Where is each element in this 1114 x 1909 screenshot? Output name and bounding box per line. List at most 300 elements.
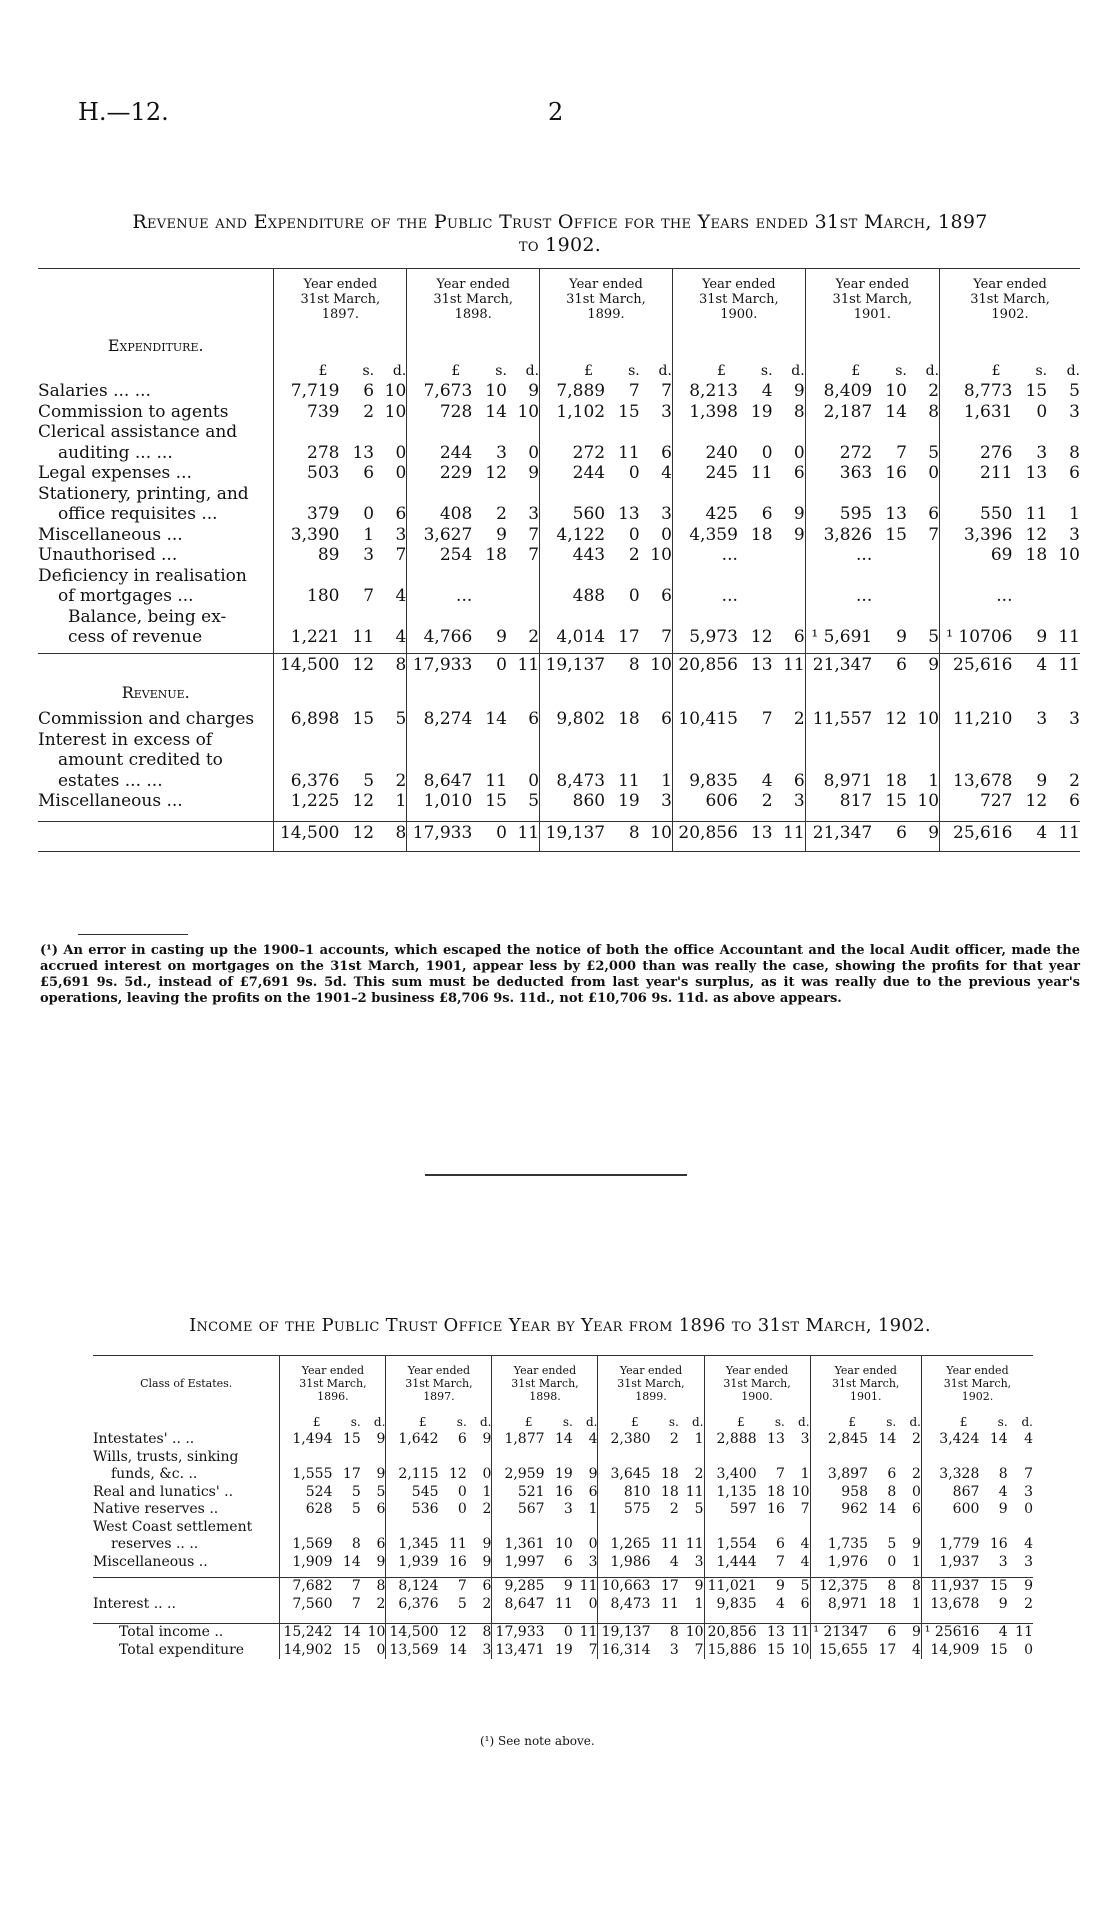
cell-shillings: 19 <box>554 1641 573 1658</box>
cell-pence <box>361 1448 386 1466</box>
cell-pence: 7 <box>928 524 940 545</box>
cell-pounds: 1,135 <box>704 1483 759 1501</box>
cell-shillings: 0 <box>474 654 507 675</box>
spacer-cell <box>874 843 907 852</box>
empty-cell <box>374 328 407 356</box>
cell-pence: 2 <box>912 1431 921 1447</box>
table1-title-line2: to 1902. <box>518 234 602 256</box>
cell-pounds: 14,500 <box>274 654 342 675</box>
cell-pence: 9 <box>376 1431 386 1447</box>
cell-pence: 5 <box>694 1501 704 1517</box>
total-income-label: Total income .. <box>93 1623 280 1641</box>
total-label <box>38 822 274 843</box>
cell-shillings <box>607 565 640 586</box>
cell-pounds <box>921 1518 981 1536</box>
cell-shillings: 9 <box>496 524 507 545</box>
spacer <box>38 843 274 852</box>
cell-shillings <box>874 729 907 750</box>
cell-shillings: 13 <box>885 504 907 524</box>
cell-shillings: 7 <box>363 586 375 606</box>
cell-pounds: 13,569 <box>386 1641 441 1659</box>
table1-title-line1: Revenue and Expenditure of the Public Trust Office for the Years ended 31st March, 1897 <box>132 211 988 233</box>
section-heading: Expenditure. <box>107 336 204 355</box>
cell-shillings: 6 <box>761 504 773 524</box>
cell-pounds: 2,115 <box>386 1466 441 1484</box>
cell-pence: 0 <box>1024 1641 1033 1658</box>
cell-pence: 10 <box>791 1483 810 1500</box>
cell-pounds: 8,647 <box>407 770 475 791</box>
cell-shillings: 4 <box>1014 654 1047 675</box>
unit-label: s. <box>1035 362 1048 379</box>
cell-shillings <box>874 586 907 607</box>
cell-pounds: 7,682 <box>280 1577 335 1595</box>
cell-pence: 0 <box>588 1595 598 1612</box>
cell-pence <box>773 565 806 586</box>
cell-pounds: 10,663 <box>598 1577 653 1595</box>
cell-pence: 11 <box>685 1483 704 1500</box>
cell-shillings <box>474 729 507 750</box>
spacer-cell <box>334 1613 360 1624</box>
cell-pounds: 962 <box>810 1501 870 1519</box>
empty-cell <box>507 328 540 356</box>
spacer-cell <box>341 843 374 852</box>
cell-pence: 10 <box>361 1623 386 1641</box>
unit-label: d. <box>479 1414 492 1429</box>
cell-pence: 4 <box>395 627 407 647</box>
cell-pence: 6 <box>661 442 672 463</box>
cell-pence: 5 <box>1069 381 1080 401</box>
cell-pence: 11 <box>573 1623 598 1641</box>
total-label <box>38 654 274 675</box>
year-header: Year ended 31st March, 1896. <box>280 1356 386 1410</box>
unit-label: s. <box>628 362 640 379</box>
cell-pounds: 229 <box>407 463 475 484</box>
cell-shillings: 1 <box>363 524 375 545</box>
row-label: Salaries ... ... <box>38 381 151 401</box>
spacer <box>93 1613 280 1624</box>
cell-shillings: 7 <box>896 442 907 463</box>
cell-shillings <box>1014 565 1047 586</box>
cell-shillings: 8 <box>607 822 640 843</box>
cell-pounds: 7,719 <box>274 381 342 402</box>
cell-pence <box>640 750 673 771</box>
cell-shillings: 15 <box>485 791 507 811</box>
cell-pounds: 2,959 <box>492 1466 547 1484</box>
cell-shillings: 12 <box>341 654 374 675</box>
cell-pounds: 3,897 <box>810 1466 870 1484</box>
cell-pence: 2 <box>482 1501 492 1517</box>
cell-pence: 3 <box>588 1553 598 1570</box>
cell-pence: 4 <box>912 1641 921 1658</box>
cell-pounds: 860 <box>540 791 608 812</box>
cell-pounds: 1,631 <box>940 401 1015 422</box>
cell-pounds: 17,933 <box>407 654 475 675</box>
empty-cell <box>607 328 640 356</box>
cell-shillings <box>740 422 773 443</box>
cell-shillings: 8 <box>998 1466 1008 1482</box>
cell-shillings: 7 <box>775 1466 785 1482</box>
unit-label: £ <box>672 356 740 381</box>
cell-pounds: ¹ 25616 <box>921 1623 981 1641</box>
cell-shillings: 9 <box>547 1577 573 1595</box>
cell-pounds: 3,424 <box>921 1431 981 1449</box>
cell-shillings: 14 <box>878 1431 897 1447</box>
cell-pence: 1 <box>395 791 407 811</box>
spacer-cell <box>492 1613 547 1624</box>
spacer-cell <box>547 1613 573 1624</box>
cell-pounds <box>940 565 1015 586</box>
cell-pence: 10 <box>1058 545 1080 565</box>
cell-pence <box>573 1518 598 1536</box>
cell-shillings <box>341 483 374 504</box>
cell-pounds: 254 <box>407 545 475 566</box>
cell-pounds: 13,678 <box>940 770 1015 791</box>
cell-pounds <box>940 606 1015 627</box>
row-label: estates ... ... <box>58 770 163 791</box>
cell-pounds: 3,328 <box>921 1466 981 1484</box>
cell-pence: 10 <box>917 709 940 729</box>
empty-cell <box>640 328 673 356</box>
cell-pence: 2 <box>528 627 540 647</box>
cell-pounds: 628 <box>280 1501 335 1519</box>
cell-shillings: 15 <box>1025 381 1048 401</box>
cell-shillings: 17 <box>653 1577 679 1595</box>
cell-pence <box>773 483 806 504</box>
interest-label: Interest .. .. <box>93 1595 176 1612</box>
cell-pence <box>374 729 407 750</box>
cell-pence: 11 <box>773 822 806 843</box>
cell-shillings: 12 <box>448 1466 467 1482</box>
cell-pence: 2 <box>395 770 407 791</box>
row-label: Balance, being ex- <box>68 606 227 627</box>
cell-shillings: 14 <box>342 1553 361 1570</box>
cell-pence: 9 <box>912 1536 921 1552</box>
cell-pence: 6 <box>467 1577 492 1595</box>
table1-title <box>40 211 1080 257</box>
cell-pounds <box>274 729 342 750</box>
row-label: Intestates' .. .. <box>93 1431 195 1447</box>
row-label: Miscellaneous .. <box>93 1553 208 1570</box>
cell-pence: 8 <box>467 1623 492 1641</box>
cell-pence: 11 <box>1058 627 1080 647</box>
cell-shillings: 12 <box>750 627 773 647</box>
cell-pence: 2 <box>376 1595 386 1612</box>
cell-shillings: 18 <box>618 709 640 729</box>
row-label: Deficiency in realisation <box>38 565 247 586</box>
cell-pence: 10 <box>917 791 940 811</box>
empty-cell <box>874 328 907 356</box>
cell-shillings: 11 <box>448 1536 467 1552</box>
cell-shillings <box>341 606 374 627</box>
cell-pounds: 19,137 <box>598 1623 653 1641</box>
cell-shillings: 4 <box>998 1483 1008 1500</box>
cell-pounds: 11,557 <box>805 709 874 730</box>
spacer-cell <box>407 811 475 822</box>
cell-shillings: 18 <box>885 770 907 791</box>
spacer-cell <box>467 1613 492 1624</box>
cell-shillings <box>870 1518 896 1536</box>
cell-shillings: 15 <box>767 1641 785 1658</box>
spacer <box>38 811 274 822</box>
cell-pounds: 8,409 <box>805 381 874 402</box>
cell-shillings: 18 <box>750 524 773 545</box>
spacer-cell <box>773 811 806 822</box>
cell-pence: 9 <box>482 1553 492 1570</box>
cell-pounds: 4,014 <box>540 627 608 648</box>
cell-shillings <box>870 1448 896 1466</box>
cell-shillings: 2 <box>761 791 773 811</box>
cell-shillings: 6 <box>775 1536 785 1552</box>
unit-label: d. <box>392 362 407 379</box>
cell-pounds: 17,933 <box>407 822 475 843</box>
cell-pounds: 1,494 <box>280 1431 335 1449</box>
cell-shillings <box>653 1448 679 1466</box>
cell-shillings <box>341 750 374 771</box>
cell-pounds: 10,415 <box>672 709 740 730</box>
row-label: Legal expenses ... <box>38 463 192 483</box>
unit-label: s. <box>997 1414 1008 1429</box>
cell-shillings: 0 <box>887 1553 897 1570</box>
cell-pounds: 278 <box>274 442 342 463</box>
cell-shillings <box>1014 483 1047 504</box>
cell-pounds: 8,971 <box>810 1595 870 1613</box>
cell-shillings: 5 <box>887 1536 897 1552</box>
unit-label: £ <box>407 356 475 381</box>
cell-pounds: 2,888 <box>704 1431 759 1449</box>
row-label: office requisites ... <box>58 504 218 524</box>
cell-pence: 3 <box>1069 709 1080 729</box>
cell-pounds: 3,645 <box>598 1466 653 1484</box>
empty-cell <box>474 328 507 356</box>
cell-pence: 9 <box>793 381 805 401</box>
spacer-cell <box>386 1613 441 1624</box>
cell-pounds <box>810 1448 870 1466</box>
cell-pounds: 1,909 <box>280 1553 335 1571</box>
unit-label: d. <box>585 1414 598 1429</box>
unit-label: £ <box>280 1409 335 1431</box>
cell-pounds: 3,390 <box>274 524 342 545</box>
cell-pounds: 272 <box>540 442 608 463</box>
cell-shillings <box>874 750 907 771</box>
cell-pence <box>374 483 407 504</box>
cell-shillings: 17 <box>342 1466 361 1482</box>
cell-shillings <box>653 1518 679 1536</box>
cell-shillings <box>441 1448 467 1466</box>
cell-pence: 0 <box>912 1483 921 1500</box>
cell-pounds <box>386 1518 441 1536</box>
cell-pence <box>896 1518 921 1536</box>
cell-shillings <box>341 422 374 443</box>
cell-pounds: 1,642 <box>386 1431 441 1449</box>
cell-pence <box>374 565 407 586</box>
cell-shillings: 4 <box>669 1553 679 1570</box>
empty-cell <box>672 675 740 703</box>
cell-pence: 3 <box>661 791 672 811</box>
cell-shillings <box>874 565 907 586</box>
cell-shillings: 15 <box>885 524 907 545</box>
cell-pounds: 1,265 <box>598 1536 653 1554</box>
cell-shillings: 14 <box>485 709 507 729</box>
cell-pence: 0 <box>793 442 805 463</box>
spacer-cell <box>474 811 507 822</box>
spacer-cell <box>540 811 608 822</box>
cell-shillings: 15 <box>885 791 907 811</box>
cell-pounds: 560 <box>540 504 608 525</box>
cell-pounds: 245 <box>672 463 740 484</box>
spacer-cell <box>598 1613 653 1624</box>
cell-pence: 2 <box>1069 770 1080 791</box>
cell-pounds: 739 <box>274 401 342 422</box>
cell-shillings <box>874 483 907 504</box>
cell-pounds: 810 <box>598 1483 653 1501</box>
cell-pence: 4 <box>395 586 407 606</box>
cell-pence: 3 <box>793 791 805 811</box>
cell-pence: 11 <box>573 1577 598 1595</box>
cell-pence <box>507 586 540 607</box>
cell-shillings: 7 <box>775 1553 785 1570</box>
cell-pounds: ... <box>407 586 475 607</box>
cell-pounds: ... <box>805 545 874 566</box>
cell-shillings <box>740 483 773 504</box>
total-expenditure-label: Total expenditure <box>119 1641 245 1658</box>
cell-pence: 2 <box>912 1466 921 1482</box>
cell-pence <box>773 586 806 607</box>
cell-shillings: 5 <box>351 1483 361 1500</box>
cell-pence <box>640 565 673 586</box>
row-label: Miscellaneous ... <box>38 791 183 811</box>
spacer-cell <box>805 811 874 822</box>
spacer-cell <box>274 811 342 822</box>
unit-label: £ <box>704 1409 759 1431</box>
cell-pounds: 1,345 <box>386 1536 441 1554</box>
cell-shillings: 8 <box>653 1623 679 1641</box>
cell-shillings: 11 <box>1025 504 1048 524</box>
cell-pence: 1 <box>694 1431 704 1447</box>
empty-cell <box>805 328 874 356</box>
row-label: of mortgages ... <box>58 586 194 606</box>
empty-cell <box>640 675 673 703</box>
unit-label: d. <box>692 1414 704 1429</box>
row-label: Native reserves .. <box>93 1501 219 1517</box>
row-label: funds, &c. .. <box>111 1466 198 1482</box>
cell-pounds <box>540 750 608 771</box>
cell-pounds: 9,285 <box>492 1577 547 1595</box>
cell-pence: 3 <box>1069 524 1080 545</box>
cell-shillings <box>547 1518 573 1536</box>
cell-pence: 4 <box>661 463 672 483</box>
cell-shillings: 15 <box>342 1641 361 1658</box>
spacer-cell <box>874 811 907 822</box>
cell-pounds: 20,856 <box>672 822 740 843</box>
cell-pence: 0 <box>528 770 540 791</box>
cell-shillings: 6 <box>874 654 907 675</box>
cell-pounds: 1,554 <box>704 1536 759 1554</box>
cell-pounds <box>274 422 342 443</box>
empty-cell <box>940 675 1015 703</box>
cell-pence: 4 <box>800 1553 810 1570</box>
cell-pence: 10 <box>384 381 407 401</box>
empty-cell <box>607 675 640 703</box>
cell-pounds: 7,673 <box>407 381 475 402</box>
cell-pence: 11 <box>785 1623 810 1641</box>
cell-pounds <box>540 422 608 443</box>
cell-shillings: 14 <box>334 1623 360 1641</box>
cell-pounds: 1,555 <box>280 1466 335 1484</box>
cell-shillings: 13 <box>759 1623 785 1641</box>
empty-cell <box>805 675 874 703</box>
empty-cell <box>907 328 940 356</box>
cell-pence <box>773 545 806 566</box>
cell-pence: 0 <box>928 463 940 483</box>
cell-shillings <box>474 586 507 607</box>
cell-pence <box>1047 483 1080 504</box>
cell-pounds <box>386 1448 441 1466</box>
cell-shillings: 12 <box>352 791 375 811</box>
cell-pence: 2 <box>1024 1595 1033 1612</box>
cell-pounds: 1,779 <box>921 1536 981 1554</box>
cell-shillings: 14 <box>885 401 907 422</box>
cell-pounds: 550 <box>940 504 1015 525</box>
spacer-cell <box>759 1613 785 1624</box>
cell-pounds: 8,773 <box>940 381 1015 402</box>
cell-pence: 9 <box>482 1431 492 1447</box>
cell-pounds: 867 <box>921 1483 981 1501</box>
empty-cell <box>1014 675 1047 703</box>
cell-pence: 0 <box>528 442 540 463</box>
cell-pounds: 1,937 <box>921 1553 981 1571</box>
cell-shillings <box>740 750 773 771</box>
unit-label: £ <box>810 1409 870 1431</box>
cell-shillings: 6 <box>887 1466 897 1482</box>
table1-footnote: (¹) An error in casting up the 1900–1 accounts, which escaped the notice of both the office Accountant and the local Audit officer, made the accrued interest on mortgages on the 31st March, 1901, appear less by £2,000 than was really the case, showing the profits for that year £5,691 9s. 5d., instead of £7,691 9s. 5d. This sum must be deducted from last year's surplus, as it was really due to the previous year's operations, leaving the profits on the 1901–2 business £8,706 9s. 11d., not £10,706 9s. 11d. as above appears. <box>40 943 1080 1006</box>
cell-pounds: 1,569 <box>280 1536 335 1554</box>
cell-pence: 6 <box>1069 463 1080 483</box>
cell-pence: 6 <box>588 1483 598 1500</box>
cell-shillings <box>1014 586 1047 607</box>
cell-shillings: 0 <box>1036 401 1048 422</box>
spacer-cell <box>507 843 540 852</box>
cell-pounds <box>805 750 874 771</box>
cell-shillings: 0 <box>457 1501 467 1517</box>
cell-shillings: 4 <box>981 1623 1007 1641</box>
cell-shillings: 17 <box>618 627 640 647</box>
spacer-cell <box>805 843 874 852</box>
row-label: Unauthorised ... <box>38 545 178 565</box>
cell-pounds <box>704 1448 759 1466</box>
row-label: Stationery, printing, and <box>38 483 249 504</box>
unit-label: £ <box>598 1409 653 1431</box>
cell-shillings: 6 <box>363 463 375 483</box>
cell-pounds: 15,242 <box>280 1623 335 1641</box>
cell-pounds: 408 <box>407 504 475 525</box>
cell-pence: 9 <box>679 1577 704 1595</box>
unit-label: £ <box>921 1409 981 1431</box>
cell-shillings: 7 <box>628 381 640 401</box>
cell-pounds: 8,213 <box>672 381 740 402</box>
cell-shillings <box>1014 422 1047 443</box>
cell-shillings <box>759 1448 785 1466</box>
page-number: 2 <box>548 98 564 126</box>
cell-pounds: 8,473 <box>598 1595 653 1613</box>
cell-pounds <box>274 750 342 771</box>
cell-shillings: 6 <box>363 381 375 401</box>
cell-pence: 2 <box>482 1595 492 1612</box>
unit-label: £ <box>805 356 874 381</box>
year-header: Year ended 31st March, 1899. <box>598 1356 704 1410</box>
cell-shillings: 3 <box>1036 442 1048 463</box>
cell-pence: 6 <box>800 1595 810 1612</box>
cell-shillings <box>874 606 907 627</box>
